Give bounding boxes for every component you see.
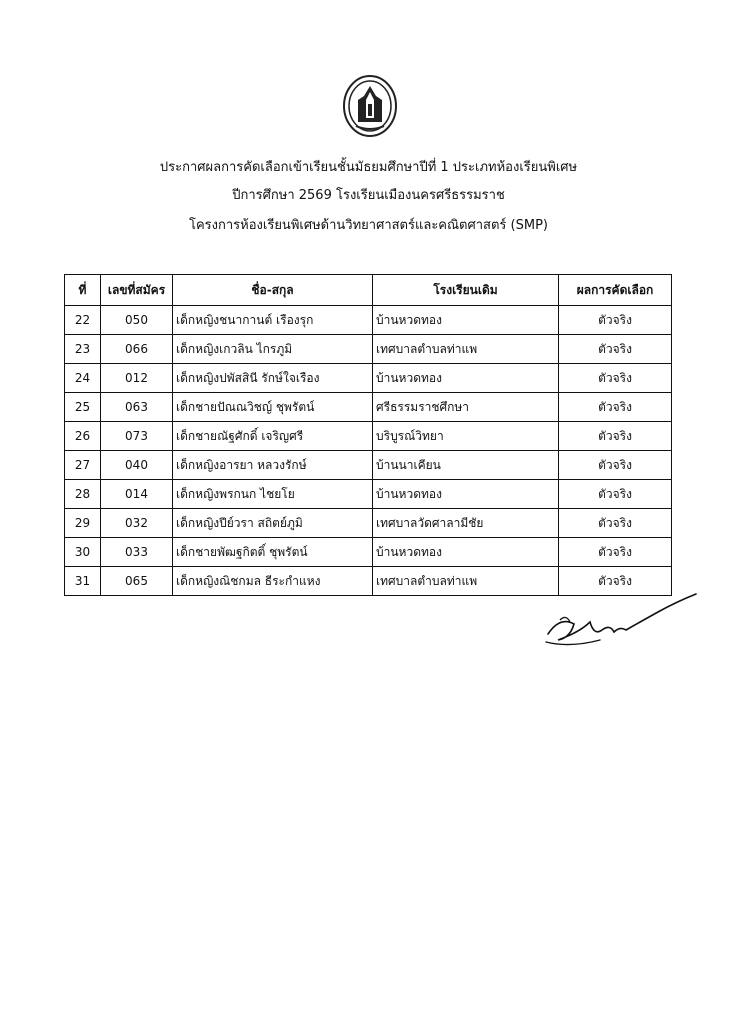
cell-result: ตัวจริง bbox=[559, 306, 672, 335]
cell-application-no: 063 bbox=[101, 393, 173, 422]
cell-former-school: บ้านหวดทอง bbox=[373, 538, 559, 567]
table-row bbox=[65, 364, 672, 393]
cell-former-school: เทศบาลตำบลท่าแพ bbox=[373, 567, 559, 596]
col-header-no: ที่ bbox=[65, 275, 101, 306]
cell-result: ตัวจริง bbox=[559, 480, 672, 509]
cell-former-school: บ้านหวดทอง bbox=[373, 306, 559, 335]
cell-name: เด็กหญิงพรกนก ไชยโย bbox=[173, 480, 373, 509]
cell-application-no: 033 bbox=[101, 538, 173, 567]
cell-no: 26 bbox=[65, 422, 101, 451]
table-row bbox=[65, 335, 672, 364]
cell-no: 29 bbox=[65, 509, 101, 538]
cell-application-no: 073 bbox=[101, 422, 173, 451]
cell-application-no: 040 bbox=[101, 451, 173, 480]
cell-name: เด็กชายปัณณวิชญ์ ชุพรัตน์ bbox=[173, 393, 373, 422]
table-row bbox=[65, 509, 672, 538]
cell-former-school: บ้านหวดทอง bbox=[373, 364, 559, 393]
cell-former-school: บ้านนาเคียน bbox=[373, 451, 559, 480]
cell-name: เด็กชายพัฒฐกิตติ์ ชุพรัตน์ bbox=[173, 538, 373, 567]
cell-no: 31 bbox=[65, 567, 101, 596]
cell-application-no: 014 bbox=[101, 480, 173, 509]
col-header-former-school: โรงเรียนเดิม bbox=[373, 275, 559, 306]
cell-former-school: เทศบาลตำบลท่าแพ bbox=[373, 335, 559, 364]
cell-former-school: ศรีธรรมราชศึกษา bbox=[373, 393, 559, 422]
table-row bbox=[65, 451, 672, 480]
cell-former-school: เทศบาลวัดศาลามีชัย bbox=[373, 509, 559, 538]
cell-result: ตัวจริง bbox=[559, 335, 672, 364]
results-table bbox=[64, 274, 672, 596]
table-row bbox=[65, 480, 672, 509]
cell-result: ตัวจริง bbox=[559, 509, 672, 538]
cell-application-no: 032 bbox=[101, 509, 173, 538]
cell-application-no: 050 bbox=[101, 306, 173, 335]
academic-year-school: ปีการศึกษา 2569 โรงเรียนเมืองนครศรีธรรมราช bbox=[232, 188, 505, 203]
table-row bbox=[65, 538, 672, 567]
col-header-name: ชื่อ-สกุล bbox=[173, 275, 373, 306]
cell-result: ตัวจริง bbox=[559, 393, 672, 422]
announcement-title: ประกาศผลการคัดเลือกเข้าเรียนชั้นมัธยมศึกษาปีที่ 1 ประเภทห้องเรียนพิเศษ bbox=[159, 160, 578, 175]
school-seal-emblem bbox=[342, 74, 398, 138]
cell-result: ตัวจริง bbox=[559, 567, 672, 596]
cell-name: เด็กชายณัฐศักดิ์ เจริญศรี bbox=[173, 422, 373, 451]
cell-no: 27 bbox=[65, 451, 101, 480]
cell-name: เด็กหญิงชนากานต์ เรืองรุก bbox=[173, 306, 373, 335]
cell-former-school: บริบูรณ์วิทยา bbox=[373, 422, 559, 451]
cell-no: 24 bbox=[65, 364, 101, 393]
cell-no: 23 bbox=[65, 335, 101, 364]
cell-result: ตัวจริง bbox=[559, 364, 672, 393]
table-row bbox=[65, 422, 672, 451]
cell-name: เด็กหญิงปพัสสินี รักษ์ใจเรือง bbox=[173, 364, 373, 393]
cell-no: 30 bbox=[65, 538, 101, 567]
cell-application-no: 065 bbox=[101, 567, 173, 596]
cell-former-school: บ้านหวดทอง bbox=[373, 480, 559, 509]
program-name: โครงการห้องเรียนพิเศษด้านวิทยาศาสตร์และคณิตศาสตร์ (SMP) bbox=[189, 218, 548, 233]
col-header-result: ผลการคัดเลือก bbox=[559, 275, 672, 306]
table-header-row bbox=[65, 275, 672, 306]
cell-name: เด็กหญิงปีย์วรา สถิตย์ภูมิ bbox=[173, 509, 373, 538]
cell-result: ตัวจริง bbox=[559, 422, 672, 451]
table-row bbox=[65, 306, 672, 335]
cell-result: ตัวจริง bbox=[559, 451, 672, 480]
signature-mark bbox=[540, 586, 700, 656]
cell-result: ตัวจริง bbox=[559, 538, 672, 567]
cell-application-no: 066 bbox=[101, 335, 173, 364]
col-header-application-no: เลขที่สมัคร bbox=[101, 275, 173, 306]
cell-name: เด็กหญิงเกวลิน ไกรภูมิ bbox=[173, 335, 373, 364]
cell-application-no: 012 bbox=[101, 364, 173, 393]
cell-no: 25 bbox=[65, 393, 101, 422]
cell-no: 22 bbox=[65, 306, 101, 335]
cell-name: เด็กหญิงอารยา หลวงรักษ์ bbox=[173, 451, 373, 480]
cell-no: 28 bbox=[65, 480, 101, 509]
table-row bbox=[65, 393, 672, 422]
cell-name: เด็กหญิงณิชกมล ธีระกำแหง bbox=[173, 567, 373, 596]
